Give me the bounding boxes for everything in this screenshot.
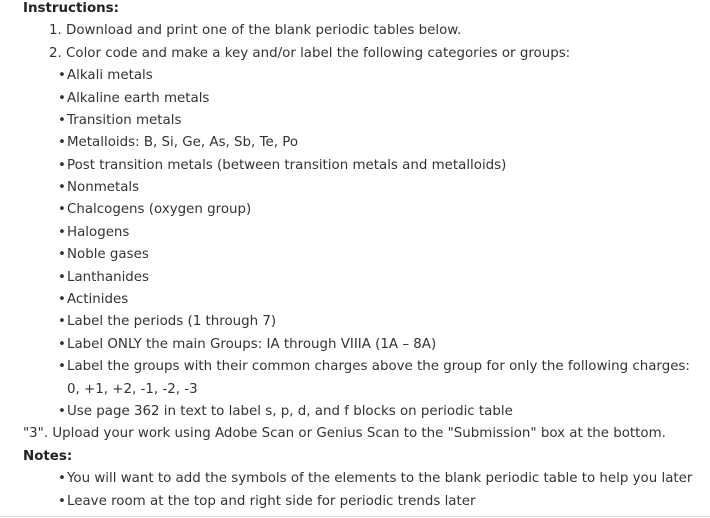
bullet: •	[58, 68, 66, 83]
category-item: •Use page 362 in text to label s, p, d, and f blocks on periodic table	[58, 404, 513, 419]
category-item: •Label ONLY the main Groups: IA through VIIIA (1A – 8A)	[58, 337, 437, 352]
bullet: •	[58, 337, 66, 352]
category-item: •Noble gases	[58, 247, 149, 262]
bullet: •	[58, 494, 66, 509]
bullet: •	[58, 91, 66, 106]
category-item: •Halogens	[58, 225, 130, 240]
bullet: •	[58, 404, 66, 419]
category-item: •Post transition metals (between transition metals and metalloids)	[58, 158, 507, 173]
instructions-heading: Instructions:	[23, 1, 120, 16]
category-item: •Actinides	[58, 292, 129, 307]
bullet: •	[58, 314, 66, 329]
category-item: •Label the groups with their common charges above the group for only the following charges:	[58, 359, 690, 374]
step-3: "3". Upload your work using Adobe Scan or Genius Scan to the "Submission" box at the bottom.	[23, 426, 666, 441]
bullet: •	[58, 180, 66, 195]
category-item: •Alkali metals	[58, 68, 153, 83]
category-item: •Alkaline earth metals	[58, 91, 210, 106]
bullet: •	[58, 292, 66, 307]
note-item: •You will want to add the symbols of the elements to the blank periodic table to help you later	[58, 471, 693, 486]
category-item: •Metalloids: B, Si, Ge, As, Sb, Te, Po	[58, 135, 299, 150]
category-item: •Chalcogens (oxygen group)	[58, 202, 252, 217]
bullet: •	[58, 247, 66, 262]
bullet: •	[58, 135, 66, 150]
note-item: •Leave room at the top and right side for periodic trends later	[58, 494, 476, 509]
category-item: •Transition metals	[58, 113, 182, 128]
notes-heading: Notes:	[23, 449, 73, 464]
bullet: •	[58, 158, 66, 173]
bullet: •	[58, 270, 66, 285]
step-1: 1. Download and print one of the blank periodic tables below.	[49, 23, 462, 38]
step-2: 2. Color code and make a key and/or label the following categories or groups:	[49, 46, 571, 61]
category-item: •Nonmetals	[58, 180, 140, 195]
bottom-divider	[0, 516, 710, 517]
bullet: •	[58, 359, 66, 374]
bullet: •	[58, 471, 66, 486]
bullet: •	[58, 202, 66, 217]
category-item: •Lanthanides	[58, 270, 150, 285]
category-item: •Label the periods (1 through 7)	[58, 314, 277, 329]
bullet: •	[58, 225, 66, 240]
category-item-continuation: 0, +1, +2, -1, -2, -3	[67, 382, 198, 397]
bullet: •	[58, 113, 66, 128]
